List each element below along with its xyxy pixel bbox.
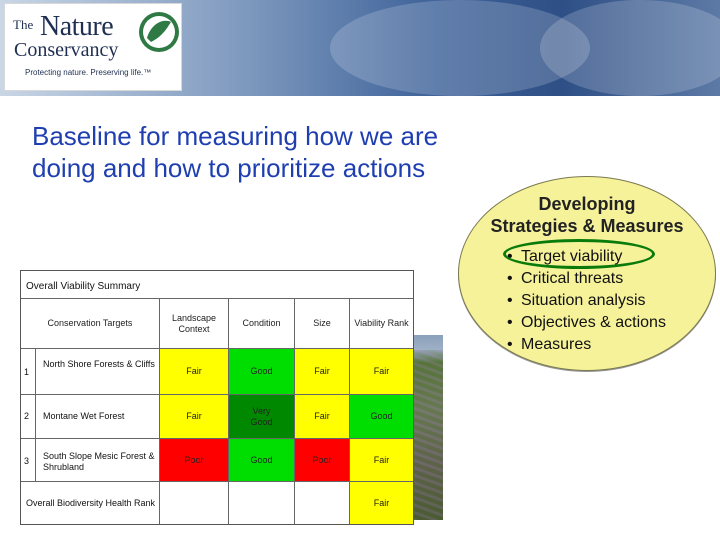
header-conservation-targets: Conservation Targets bbox=[47, 318, 133, 328]
landscape-rating: Fair bbox=[160, 349, 228, 394]
callout-title-line2: Strategies & Measures bbox=[490, 216, 684, 236]
landscape-rating: Fair bbox=[160, 395, 228, 438]
size-rating: Poor bbox=[295, 439, 349, 481]
overall-health-label: Overall Biodiversity Health Rank bbox=[26, 498, 156, 508]
header-condition: Condition bbox=[242, 318, 281, 328]
strategies-callout bbox=[458, 176, 716, 371]
row-number: 2 bbox=[24, 411, 30, 421]
list-item-label: Situation analysis bbox=[521, 292, 646, 309]
landscape-photo-texture bbox=[410, 350, 443, 520]
header-landscape-context: Landscape Context bbox=[171, 312, 217, 334]
bullet-icon: • bbox=[507, 248, 513, 265]
row-number: 1 bbox=[24, 367, 30, 377]
logo-tagline: Protecting nature. Preserving life.™ bbox=[25, 68, 152, 77]
size-rating: Fair bbox=[295, 349, 349, 394]
header-viability-rank: Viability Rank bbox=[354, 318, 409, 328]
viability-rank: Fair bbox=[350, 349, 413, 394]
nature-conservancy-logo[interactable] bbox=[4, 3, 182, 91]
list-item-label: Objectives & actions bbox=[521, 314, 666, 331]
landscape-rating: Poor bbox=[160, 439, 228, 481]
callout-title bbox=[459, 193, 715, 237]
list-item-label: Measures bbox=[521, 336, 592, 353]
list-item bbox=[507, 334, 666, 356]
logo-the: The bbox=[13, 17, 34, 32]
viability-rank: Fair bbox=[350, 439, 413, 481]
target-name: North Shore Forests & Cliffs bbox=[43, 359, 155, 369]
header-size: Size bbox=[313, 318, 331, 328]
bullet-icon: • bbox=[507, 314, 513, 331]
list-item bbox=[507, 268, 666, 290]
banner-cloud bbox=[540, 0, 720, 96]
logo-nature: Nature bbox=[40, 11, 114, 42]
viability-summary-table bbox=[20, 270, 414, 525]
callout-title-line1: Developing bbox=[538, 194, 636, 214]
bullet-icon: • bbox=[507, 270, 513, 287]
condition-rating: Good bbox=[229, 349, 294, 394]
logo-conservancy: Conservancy bbox=[14, 39, 119, 61]
viability-rank: Good bbox=[350, 395, 413, 438]
slide-title: Baseline for measuring how we are doing and how to prioritize actions bbox=[32, 121, 439, 183]
bullet-icon: • bbox=[507, 336, 513, 353]
target-name: Montane Wet Forest bbox=[43, 411, 125, 421]
list-item-label: Critical threats bbox=[521, 270, 624, 287]
target-name: South Slope Mesic Forest & Shrubland bbox=[43, 451, 155, 472]
table-divider bbox=[35, 348, 36, 481]
list-item bbox=[507, 312, 666, 334]
table-title: Overall Viability Summary bbox=[26, 281, 141, 292]
list-item-label: Target viability bbox=[521, 248, 623, 265]
overall-health-rank: Fair bbox=[350, 482, 413, 524]
list-item bbox=[507, 290, 666, 312]
highlight-oval bbox=[503, 239, 655, 269]
condition-rating: Good bbox=[229, 439, 294, 481]
row-number: 3 bbox=[24, 456, 30, 466]
condition-rating: Very Good bbox=[229, 395, 294, 438]
globe-leaf-icon bbox=[137, 10, 181, 54]
bullet-icon: • bbox=[507, 292, 513, 309]
size-rating: Fair bbox=[295, 395, 349, 438]
